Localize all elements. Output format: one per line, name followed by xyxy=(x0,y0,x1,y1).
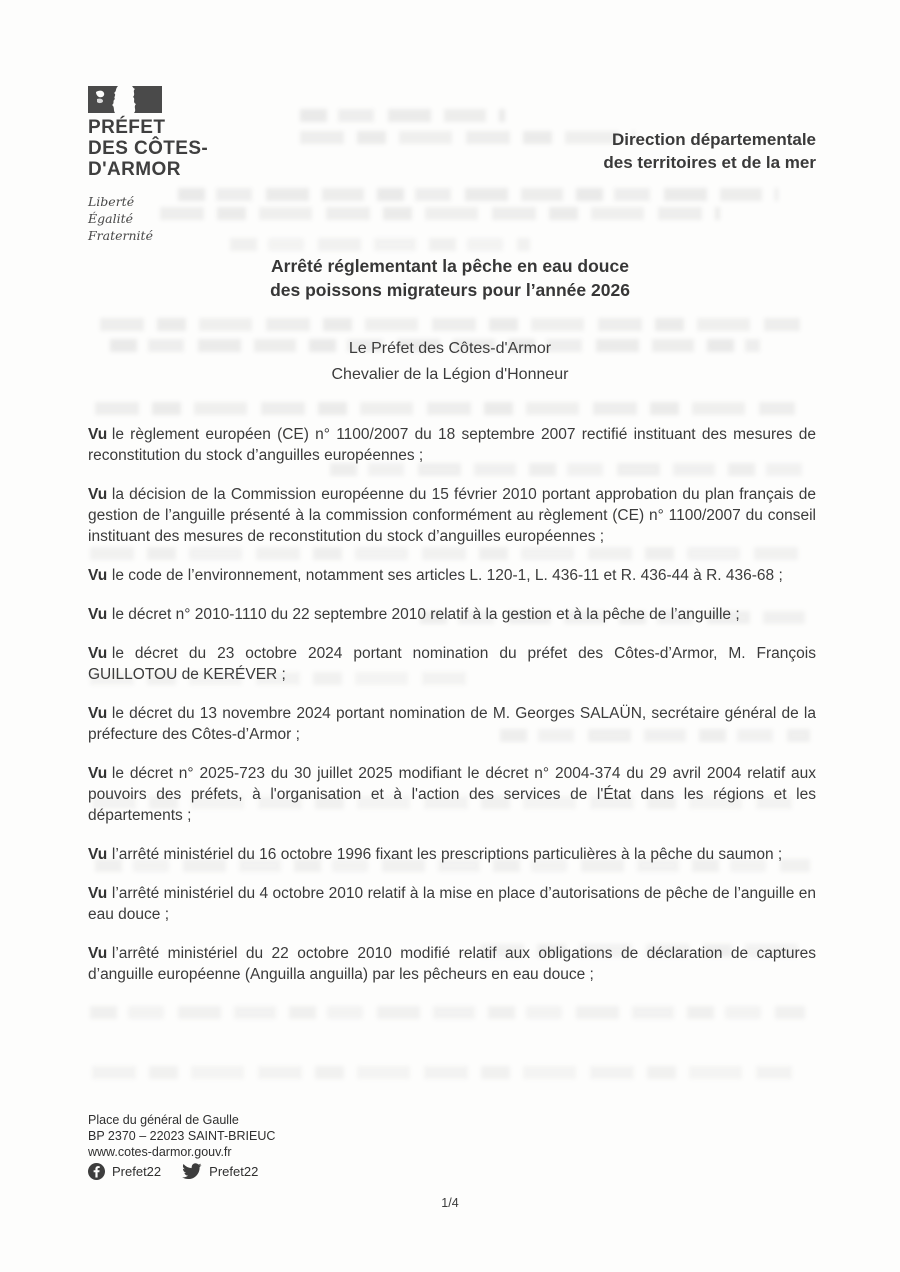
motto-line: Liberté xyxy=(88,194,135,209)
bleed-through-artifact xyxy=(95,402,795,415)
visa-paragraph xyxy=(88,763,816,826)
footer-website: www.cotes-darmor.gouv.fr xyxy=(88,1145,232,1159)
subtitle-line: Chevalier de la Légion d'Honneur xyxy=(331,366,569,383)
prefecture-footer xyxy=(88,1112,275,1180)
visa-text: le règlement européen (CE) n° 1100/2007 du 18 septembre 2007 rectifié instituant des mesures de reconstitution du stock d’anguilles européennes ; xyxy=(88,426,816,464)
visa-text: l’arrêté ministériel du 4 octobre 2010 relatif à la mise en place d’autorisations de pêche de l’anguille en eau douce ; xyxy=(88,885,816,923)
visa-text: le décret n° 2025-723 du 30 juillet 2025 modifiant le décret n° 2004-374 du 29 avril 2004 relatif aux pouvoirs des préfets, à l'organisation et à l'action des services de l'État dans les régions et les départements ; xyxy=(88,765,816,824)
visa-lead: Vu xyxy=(88,567,108,584)
visa-paragraphs xyxy=(88,424,816,1003)
footer-address-line: BP 2370 – 22023 SAINT-BRIEUC xyxy=(88,1129,276,1143)
footer-social-row xyxy=(88,1163,275,1180)
visa-paragraph xyxy=(88,703,816,745)
visa-text: le décret du 13 novembre 2024 portant nomination de M. Georges SALAÜN, secrétaire général de la préfecture des Côtes-d’Armor ; xyxy=(88,705,816,743)
visa-paragraph xyxy=(88,943,816,985)
visa-text: le décret n° 2010-1110 du 22 septembre 2010 relatif à la gestion et à la pêche de l’anguille ; xyxy=(111,606,740,623)
bleed-through-artifact xyxy=(300,109,505,122)
title-line: Arrêté réglementant la pêche en eau douce xyxy=(271,256,629,276)
visa-text: le code de l’environnement, notamment ses articles L. 120-1, L. 436-11 et R. 436-44 à R. 436-68 ; xyxy=(111,567,783,584)
visa-lead: Vu xyxy=(88,606,108,623)
subtitle-line: Le Préfet des Côtes-d'Armor xyxy=(348,340,552,357)
agency-name-line: PRÉFET xyxy=(88,117,166,138)
signatory-subtitle xyxy=(0,336,900,388)
visa-paragraph xyxy=(88,424,816,466)
visa-paragraph xyxy=(88,883,816,925)
agency-block xyxy=(88,86,208,244)
visa-lead: Vu xyxy=(88,846,108,863)
visa-paragraph xyxy=(88,565,816,586)
visa-text: la décision de la Commission européenne du 15 février 2010 portant approbation du plan français de gestion de l’anguille présenté à la commission conformément au règlement (CE) n° 1100/2007 du conseil instituant des mesures de reconstitution du stock d’anguilles européennes ; xyxy=(88,486,816,545)
agency-name-line: D'ARMOR xyxy=(88,159,181,180)
bleed-through-artifact xyxy=(300,131,635,144)
bleed-through-artifact xyxy=(92,1066,792,1079)
visa-text: l’arrêté ministériel du 16 octobre 1996 fixant les prescriptions particulières à la pêche du saumon ; xyxy=(111,846,783,863)
visa-paragraph xyxy=(88,844,816,865)
visa-text: le décret du 23 octobre 2024 portant nomination du préfet des Côtes-d’Armor, M. François GUILLOTOU de KERÉVER ; xyxy=(88,645,816,683)
bleed-through-artifact xyxy=(90,1006,805,1019)
page-number: 1/4 xyxy=(441,1196,459,1210)
visa-paragraph xyxy=(88,604,816,625)
twitter-handle: Prefet22 xyxy=(209,1163,259,1179)
visa-lead: Vu xyxy=(88,426,108,443)
title-line: des poissons migrateurs pour l’année 2026 xyxy=(270,280,630,300)
document-title xyxy=(0,254,900,302)
footer-address-line: Place du général de Gaulle xyxy=(88,1113,239,1127)
bleed-through-artifact xyxy=(100,318,800,331)
republic-motto xyxy=(88,193,208,244)
direction-line: des territoires et de la mer xyxy=(603,153,816,172)
marianne-logo-icon xyxy=(88,86,162,113)
direction-line: Direction départementale xyxy=(611,130,816,149)
issuing-direction xyxy=(603,128,816,174)
visa-text: l’arrêté ministériel du 22 octobre 2010 modifié relatif aux obligations de déclaration de captures d’anguille européenne (Anguilla anguilla) par les pêcheurs en eau douce ; xyxy=(88,945,816,983)
facebook-handle: Prefet22 xyxy=(112,1163,162,1179)
facebook-icon xyxy=(88,1163,105,1180)
visa-paragraph xyxy=(88,484,816,547)
bleed-through-artifact xyxy=(230,238,530,251)
visa-lead: Vu xyxy=(88,705,108,722)
visa-lead: Vu xyxy=(88,945,108,962)
motto-line: Fraternité xyxy=(88,228,153,243)
visa-lead: Vu xyxy=(88,486,108,503)
agency-name xyxy=(88,117,208,180)
motto-line: Égalité xyxy=(88,211,133,226)
visa-lead: Vu xyxy=(88,885,108,902)
visa-paragraph xyxy=(88,643,816,685)
bleed-through-artifact xyxy=(160,207,720,220)
visa-lead: Vu xyxy=(88,765,108,782)
agency-name-line: DES CÔTES- xyxy=(88,138,209,159)
visa-lead: Vu xyxy=(88,645,108,662)
twitter-icon xyxy=(182,1163,202,1180)
bleed-through-artifact xyxy=(178,188,778,201)
